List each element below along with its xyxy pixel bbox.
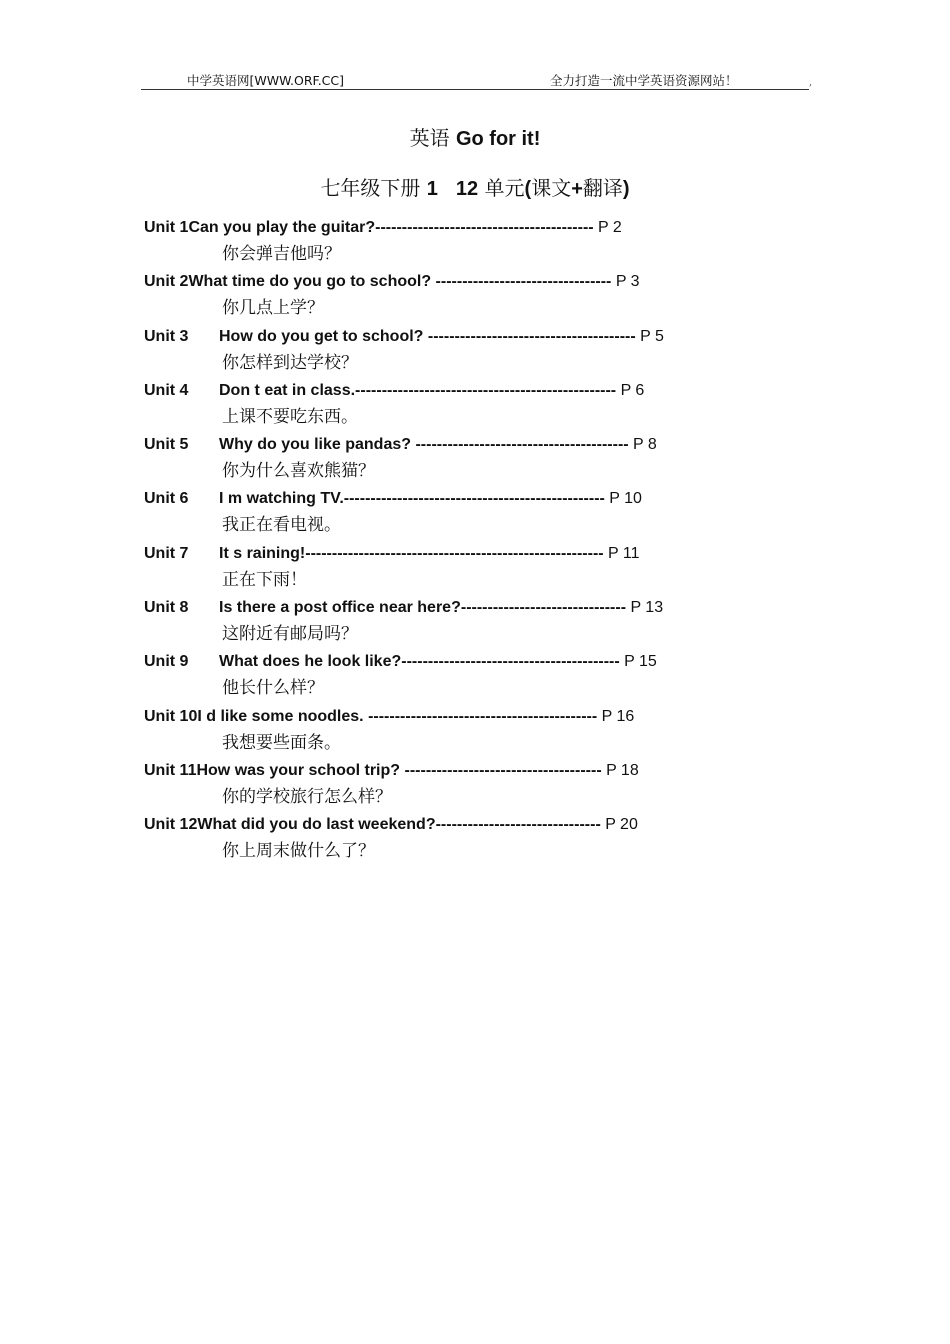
toc-unit: Unit 5 [144,436,189,454]
title-prefix: 英语 [409,126,456,150]
toc-unit: Unit 4 [144,381,189,399]
toc-entry-unit-10[interactable] [144,705,784,759]
toc-page: P 11 [603,544,640,562]
toc-entry-unit-1[interactable] [144,216,784,270]
subtitle-num2: 12 [455,178,479,200]
toc-translation: 我正在看电视。 [222,515,341,536]
toc-page: P 10 [604,490,642,508]
toc-translation: 你怎样到达学校？ [222,352,358,373]
toc-unit: Unit 11 [144,761,197,779]
toc-unit: Unit 9 [144,653,189,671]
toc-entry-unit-5[interactable] [144,433,784,487]
toc-leader: ------------------------------------------- [368,707,598,725]
toc-title: Can you play the guitar? [188,219,376,236]
subtitle-part5: + [571,178,583,200]
toc-page: P 16 [597,707,635,725]
subtitle-part2: 单元 [478,176,525,200]
toc-translation: 你为什么喜欢熊猫？ [222,461,375,482]
toc-leader: ------------------------------- [435,816,601,834]
toc-page: P 15 [619,653,657,671]
toc-entry-line [144,759,639,783]
toc-entry-line [144,813,638,837]
toc-entry-line [144,433,657,457]
toc-entry-unit-3[interactable] [144,325,784,379]
subtitle-part4: 课文 [531,176,572,200]
toc-entry-line [144,216,622,240]
toc-title: It s raining! [219,544,306,562]
toc-entry-line [144,705,634,729]
toc-translation: 你的学校旅行怎么样？ [222,786,392,807]
toc-title: I m watching TV. [219,490,344,508]
toc-title: What does he look like? [219,653,402,671]
toc-entry-unit-4[interactable] [144,379,784,433]
toc-entry-line [144,650,657,674]
toc-unit: Unit 12 [144,816,198,834]
toc-entry-line [144,379,644,403]
subtitle-part3: ( [524,178,532,200]
toc-entry-unit-8[interactable] [144,596,784,650]
toc-entry-line [144,596,663,620]
toc-title: What did you do last weekend? [197,816,436,834]
document-subtitle [0,172,950,201]
toc-translation: 我想要些面条。 [222,732,341,753]
toc-translation: 正在下雨！ [222,569,307,590]
subtitle-part7: ) [622,178,630,200]
toc-entry-line [144,542,640,566]
toc-unit: Unit 3 [144,327,189,345]
toc-page: P 3 [611,273,640,291]
toc-title: Is there a post office near here? [219,599,461,617]
toc-leader: -------------------------------------------------------- [305,544,604,562]
toc-entry-unit-7[interactable] [144,542,784,596]
toc-title: What time do you go to school? [188,273,436,291]
toc-translation: 上课不要吃东西。 [222,406,358,427]
table-of-contents [144,216,784,868]
toc-leader: ------------------------------------------------- [355,381,617,399]
title-bold: Go for it! [455,128,541,150]
toc-leader: --------------------------------- [435,273,612,291]
document-title [0,122,950,151]
toc-entry-unit-9[interactable] [144,650,784,704]
toc-translation: 这附近有邮局吗？ [222,624,358,645]
toc-entry-unit-11[interactable] [144,759,784,813]
toc-leader: ------------------------------------- [404,761,602,779]
toc-leader: ------------------------------------------------- [343,490,605,508]
toc-page: P 5 [635,327,664,345]
toc-leader: ----------------------------------------- [375,219,594,236]
toc-unit: Unit 7 [144,544,189,562]
toc-page: P 20 [600,816,638,834]
toc-translation: 你会弹吉他吗？ [222,244,341,264]
toc-page: P 18 [601,761,639,779]
toc-unit: Unit 10 [144,707,198,725]
toc-translation: 你几点上学？ [222,298,324,319]
toc-leader: ------------------------------- [460,599,627,617]
toc-entry-line [144,487,642,511]
toc-page: P 8 [628,436,657,454]
subtitle-part1: 七年级下册 [320,176,427,200]
toc-page: P 13 [626,599,664,617]
toc-translation: 他长什么样？ [222,678,324,699]
toc-leader: ----------------------------------------- [401,653,620,671]
toc-title: I d like some noodles. [197,707,369,725]
toc-unit: Unit 2 [144,273,189,291]
header-slogan: 全力打造一流中学英语资源网站！ [550,73,738,88]
toc-leader: ---------------------------------------- [415,436,629,454]
toc-leader: --------------------------------------- [427,327,636,345]
subtitle-num1: 1 [426,178,438,200]
toc-title: Don t eat in class. [219,381,356,399]
toc-unit: Unit 1 [144,219,189,236]
toc-entry-unit-2[interactable] [144,270,784,324]
subtitle-part6: 翻译 [582,176,623,200]
header-site-name: 中学英语网[WWW.ORF.CC] [187,73,345,88]
toc-entry-line [144,325,664,349]
page-header [141,71,813,90]
toc-entry-unit-12[interactable] [144,813,784,867]
toc-page: P 6 [616,381,645,399]
toc-title: Why do you like pandas? [219,436,416,454]
toc-title: How was your school trip? [196,761,405,779]
toc-entry-unit-6[interactable] [144,487,784,541]
header-mark: , [809,77,813,88]
toc-translation: 你上周末做什么了？ [222,841,375,862]
toc-title: How do you get to school? [219,327,428,345]
toc-page: P 2 [593,219,622,236]
toc-entry-line [144,270,640,294]
toc-unit: Unit 8 [144,599,189,617]
toc-unit: Unit 6 [144,490,189,508]
